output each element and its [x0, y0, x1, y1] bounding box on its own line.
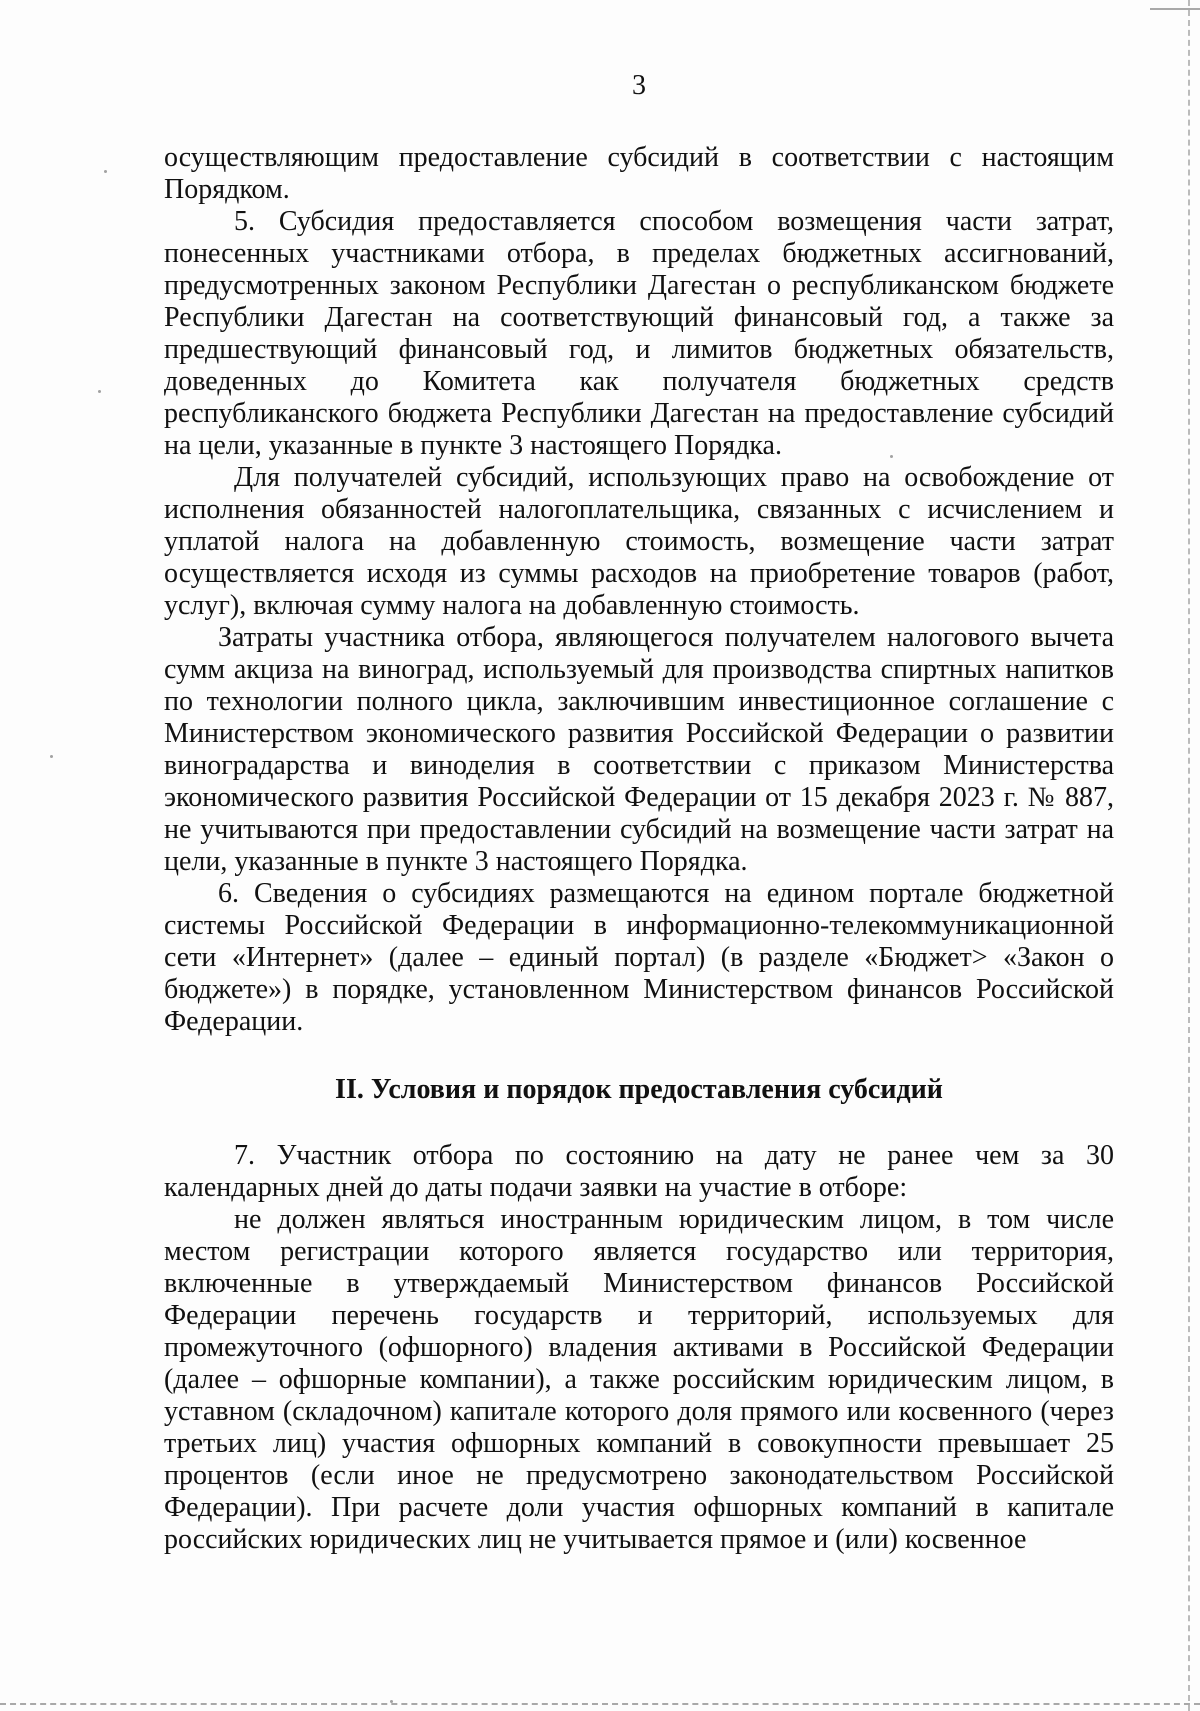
paragraph-continuation: осуществляющим предоставление субсидий в соответствии с настоящим Порядком.	[164, 142, 1114, 205]
scan-speck	[98, 390, 101, 393]
scan-artifact-right-edge	[1188, 0, 1190, 1711]
scan-artifact-bottom-edge	[0, 1703, 1200, 1705]
paragraph-vat-exemption: Для получателей субсидий, использующих право на освобождение от исполнения обязанностей налогоплательщика, связанных с исчислением и уплатой налога на добавленную стоимость, возмещение части затрат осуществляется исходя из суммы расходов на приобретение товаров (работ, услуг), включая сумму налога на добавленную стоимость.	[164, 462, 1114, 621]
paragraphs-top	[164, 142, 1114, 1038]
scan-speck	[104, 170, 107, 173]
section-heading: II. Условия и порядок предоставления субсидий	[335, 1074, 943, 1105]
scan-speck	[390, 1700, 393, 1703]
paragraph-offshore-requirement: не должен являться иностранным юридическим лицом, в том числе местом регистрации которого является государство или территория, включенные в утверждаемый Министерством финансов Российской Федерации перечень государств и территорий, используемых для промежуточного (офшорного) владения активами в Российской Федерации (далее – офшорные компании), а также российским юридическим лицом, в уставном (складочном) капитале которого доля прямого или косвенного (через третьих лиц) участия офшорных компаний в совокупности превышает 25 процентов (если иное не предусмотрено законодательством Российской Федерации). При расчете доли участия офшорных компаний в капитале российских юридических лиц не учитывается прямое и (или) косвенное	[164, 1204, 1114, 1555]
page-number: 3	[632, 70, 646, 101]
scan-speck	[50, 755, 53, 758]
paragraphs-bottom	[164, 1140, 1114, 1556]
paragraph-item-6: 6. Сведения о субсидиях размещаются на едином портале бюджетной системы Российской Федерации в информационно-телекоммуникационной сети «Интернет» (далее – единый портал) (в разделе «Бюджет> «Закон о бюджете») в порядке, установленном Министерством финансов Российской Федерации.	[164, 878, 1114, 1037]
document-body	[164, 70, 1114, 1556]
scan-artifact-top	[1150, 8, 1200, 10]
paragraph-excise-deduction: Затраты участника отбора, являющегося получателем налогового вычета сумм акциза на виноград, используемый для производства спиртных напитков по технологии полного цикла, заключившим инвестиционное соглашение с Министерством экономического развития Российской Федерации о развитии виноградарства и виноделия в соответствии с приказом Министерства экономического развития Российской Федерации от 15 декабря 2023 г. № 887, не учитываются при предоставлении субсидий на возмещение части затрат на цели, указанные в пункте 3 настоящего Порядка.	[164, 622, 1114, 877]
paragraph-item-7: 7. Участник отбора по состоянию на дату не ранее чем за 30 календарных дней до даты подачи заявки на участие в отборе:	[164, 1140, 1114, 1203]
paragraph-item-5: 5. Субсидия предоставляется способом возмещения части затрат, понесенных участниками отбора, в пределах бюджетных ассигнований, предусмотренных законом Республики Дагестан о республиканском бюджете Республики Дагестан на соответствующий финансовый год, а также за предшествующий финансовый год, и лимитов бюджетных обязательств, доведенных до Комитета как получателя бюджетных средств республиканского бюджета Республики Дагестан на предоставление субсидий на цели, указанные в пункте 3 настоящего Порядка.	[164, 206, 1114, 461]
